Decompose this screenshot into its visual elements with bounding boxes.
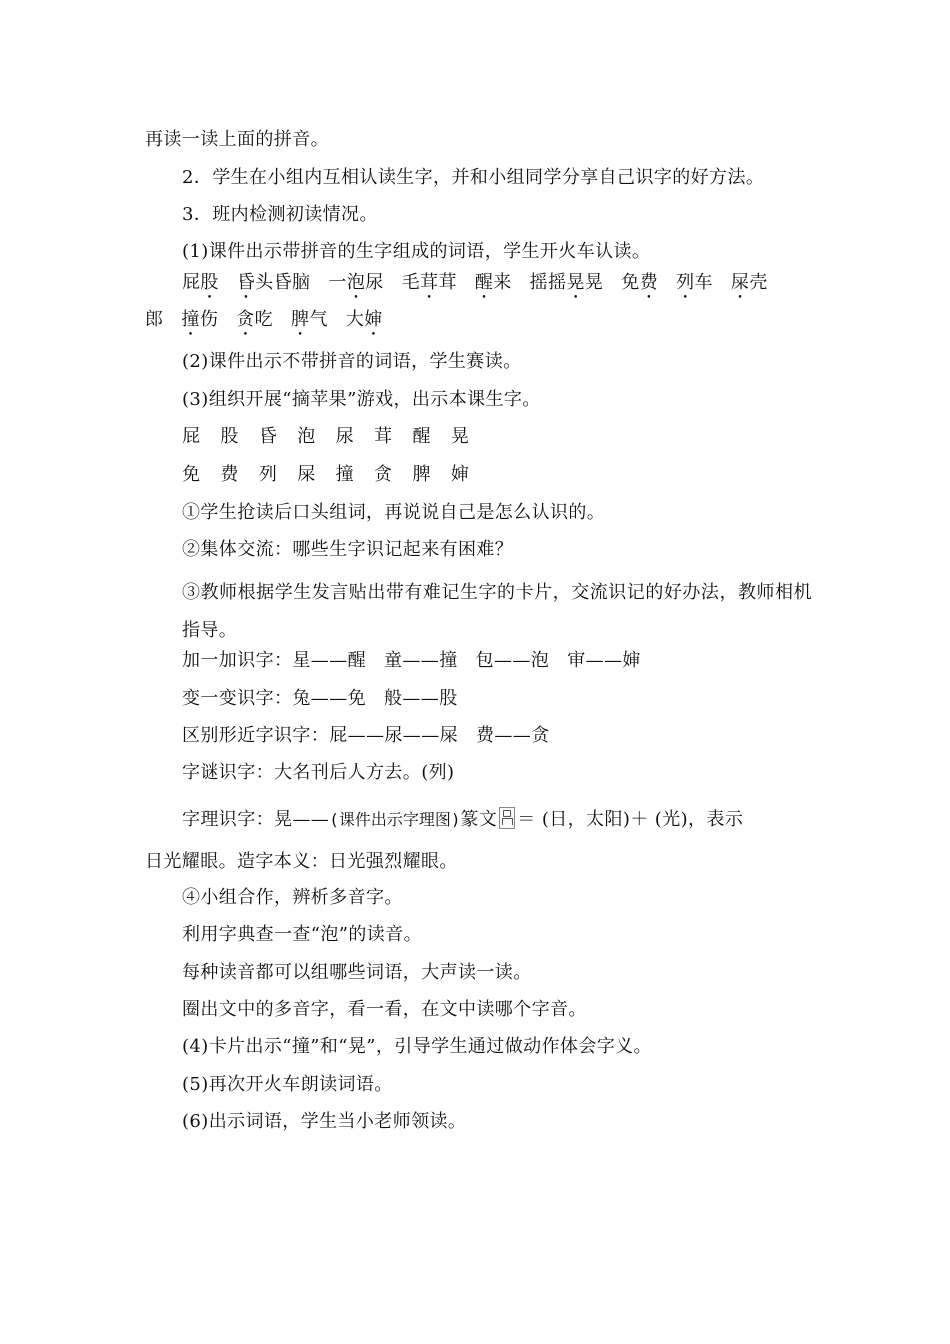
vocab-word <box>621 270 658 303</box>
method-add-c: 包——泡 <box>475 650 550 671</box>
new-character: 贪 <box>374 464 393 485</box>
vocab-word-part: 伤 <box>199 309 219 330</box>
paragraph-continuation: 再读一读上面的拼音。 <box>145 129 329 150</box>
point-1: ①学生抢读后口头组词，再说说自己是怎么认识的。 <box>182 502 606 523</box>
vocab-word-part: 头昏脑 <box>255 272 311 293</box>
method-add-b: 童——撞 <box>384 650 458 671</box>
method-change-b: 般——股 <box>384 688 458 709</box>
point-3: ③教师根据学生发言贴出带有难记生字的卡片，交流识记的好办法，教师相机指导。 <box>182 582 812 641</box>
step-2: 2．学生在小组内互相认读生字，并和小组同学分享自己识字的好方法。 <box>182 167 765 188</box>
etymology-continuation: 日光耀眼。造字本义：日光强烈耀眼。 <box>145 851 458 872</box>
vocab-word-key-char: 撞 <box>181 309 200 330</box>
vocab-word-key-char: 醒 <box>474 272 494 293</box>
new-character: 费 <box>220 464 239 485</box>
vocab-word-part: 茸 <box>438 272 457 293</box>
method-etymology <box>182 807 812 833</box>
vocab-word-key-char: 屎 <box>730 272 750 293</box>
vocab-word-part: 吃 <box>254 309 274 330</box>
etymology-note: (课件出示字理图) <box>329 810 461 829</box>
point-4: ④小组合作，辨析多音字。 <box>182 887 403 908</box>
vocab-word-part: 屁 <box>182 272 201 293</box>
vocab-word-part: 晃 <box>584 272 604 293</box>
substep-1: (1)课件出示带拼音的生字组成的词语，学生开火车认读。 <box>182 241 651 262</box>
vocab-word-key-char: 茸 <box>420 272 439 293</box>
etymology-prefix: 字理识字：晃—— <box>182 809 330 830</box>
new-character: 免 <box>182 464 201 485</box>
vocab-word-key-char: 股 <box>200 272 219 293</box>
vocab-word <box>182 270 219 303</box>
vocab-word <box>676 270 713 303</box>
vocab-word-part: 免 <box>621 272 640 293</box>
vocab-word-key-char: 婶 <box>364 309 383 330</box>
vocab-word-part: 毛 <box>401 272 421 293</box>
character-row-2 <box>182 462 812 488</box>
vocab-word-key-char: 脾 <box>291 309 310 330</box>
vocab-word-part: 尿 <box>365 272 384 293</box>
method-riddle: 字谜识字：大名刊后人方去。(列) <box>182 762 455 783</box>
vocab-word <box>236 307 273 340</box>
vocab-word-key-char: 昏 <box>236 272 256 293</box>
new-character: 晃 <box>450 426 470 447</box>
word-continuation: 郎 <box>145 309 164 330</box>
method-similar-a: 区别形近字识字：屁——尿——屎 <box>182 725 458 746</box>
new-character: 婶 <box>450 464 470 485</box>
dictionary-task: 利用字典查一查“泡”的读音。 <box>182 924 423 945</box>
vocab-word-part: 车 <box>694 272 713 293</box>
vocab-word <box>237 270 311 303</box>
vocab-word-key-char: 泡 <box>346 272 366 293</box>
method-add-a: 加一加识字：星——醒 <box>182 650 366 671</box>
method-add <box>182 648 812 674</box>
substep-3: (3)组织开展“摘苹果”游戏，出示本课生字。 <box>182 389 541 410</box>
point-2: ②集体交流：哪些生字识记起来有困难？ <box>182 539 514 560</box>
method-similar <box>182 723 812 749</box>
vocab-word <box>328 270 383 303</box>
word-list-row-2 <box>145 307 812 340</box>
substep-6: (6)出示词语，学生当小老师领读。 <box>182 1111 467 1132</box>
vocab-word <box>731 270 768 303</box>
vocab-word-key-char: 晃 <box>566 272 585 293</box>
new-character: 脾 <box>412 464 431 485</box>
vocab-word-part: 气 <box>309 309 328 330</box>
new-character: 撞 <box>335 464 355 485</box>
word-list-row-1 <box>182 270 812 303</box>
seal-script-image <box>499 807 515 829</box>
vocab-word-part: 来 <box>493 272 512 293</box>
step-3: 3．班内检测初读情况。 <box>182 204 378 225</box>
etymology-formula: ＝ (日，太阳)＋ (光)，表示 <box>517 809 744 830</box>
vocab-word <box>530 270 604 303</box>
circle-task: 圈出文中的多音字，看一看，在文中读哪个字音。 <box>182 999 587 1020</box>
vocab-word-key-char: 费 <box>639 272 659 293</box>
new-character: 泡 <box>297 426 316 447</box>
method-add-d: 审——婶 <box>567 650 641 671</box>
new-character: 醒 <box>412 426 431 447</box>
compound-task: 每种读音都可以组哪些词语，大声读一读。 <box>182 962 532 983</box>
substep-2: (2)课件出示不带拼音的词语，学生赛读。 <box>182 351 522 372</box>
vocab-word <box>475 270 512 303</box>
new-character: 屎 <box>297 464 316 485</box>
new-character: 昏 <box>258 426 278 447</box>
method-similar-b: 费——贪 <box>476 725 550 746</box>
vocab-word <box>181 307 218 340</box>
vocab-word <box>346 307 383 340</box>
vocab-word <box>291 307 328 340</box>
vocab-word <box>402 270 457 303</box>
substep-5: (5)再次开火车朗读词语。 <box>182 1074 393 1095</box>
new-character: 尿 <box>335 426 355 447</box>
substep-4: (4)卡片出示“撞”和“晃”，引导学生通过做动作体会字义。 <box>182 1036 652 1057</box>
method-change <box>182 686 812 712</box>
new-character: 列 <box>258 464 278 485</box>
vocab-word-part: 大 <box>345 309 365 330</box>
new-character: 茸 <box>374 426 393 447</box>
vocab-word-key-char: 列 <box>676 272 695 293</box>
vocab-word-key-char: 贪 <box>236 309 255 330</box>
vocab-word-part: 摇摇 <box>529 272 567 293</box>
etymology-seal-label: 篆文 <box>460 809 498 830</box>
new-character: 屁 <box>182 426 201 447</box>
character-row-1 <box>182 424 812 450</box>
new-character: 股 <box>220 426 239 447</box>
vocab-word-part: 壳 <box>749 272 768 293</box>
method-change-a: 变一变识字：兔——免 <box>182 688 366 709</box>
vocab-word-part: 一 <box>328 272 347 293</box>
